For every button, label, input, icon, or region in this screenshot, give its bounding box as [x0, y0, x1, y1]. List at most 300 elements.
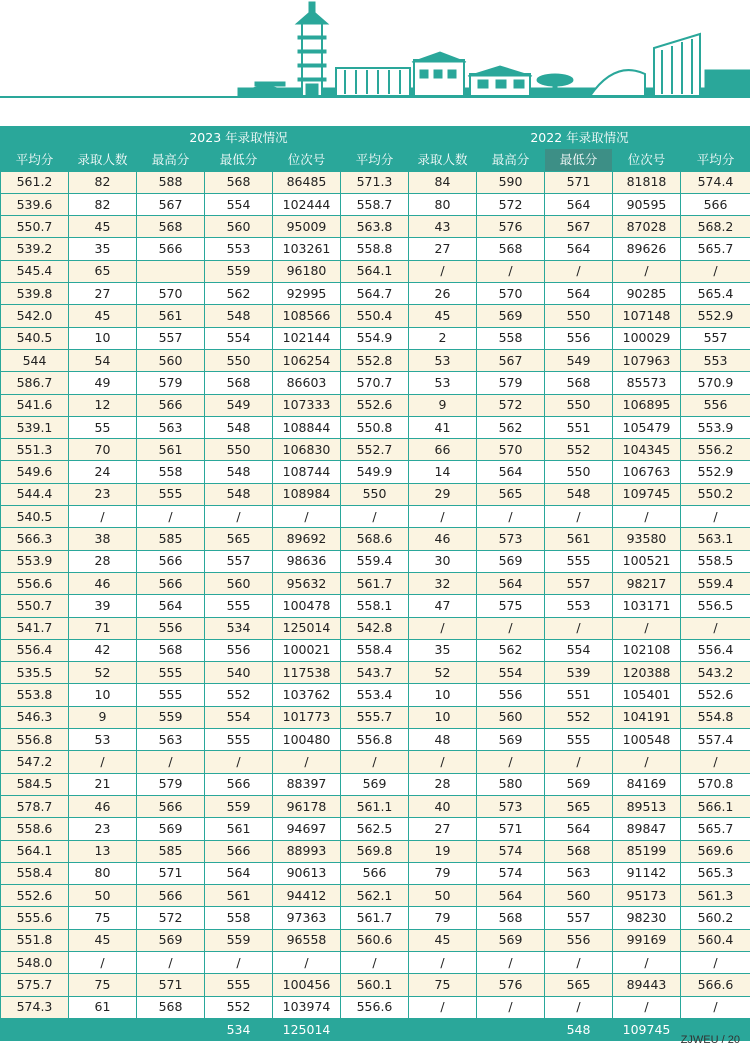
table-cell: 95173: [613, 885, 681, 907]
table-cell: 566: [137, 885, 205, 907]
column-header: 平均分: [341, 149, 409, 171]
table-cell: 534: [205, 617, 273, 639]
table-cell: 558.8: [341, 238, 409, 260]
table-cell: 542.0: [1, 305, 69, 327]
table-cell: 89513: [613, 795, 681, 817]
table-cell: 550.7: [1, 595, 69, 617]
table-cell: 560: [205, 572, 273, 594]
table-cell: 107148: [613, 305, 681, 327]
table-cell: 95009: [273, 216, 341, 238]
table-cell: 46: [69, 795, 137, 817]
table-cell: 103974: [273, 996, 341, 1018]
pagoda-icon: [296, 2, 328, 96]
table-cell: /: [613, 951, 681, 973]
table-cell: 572: [477, 394, 545, 416]
table-cell: /: [613, 751, 681, 773]
table-cell: 564.1: [341, 260, 409, 282]
footer-cell: [477, 1018, 545, 1040]
table-cell: 557: [545, 907, 613, 929]
table-cell: 566.1: [681, 795, 750, 817]
table-cell: 24: [69, 461, 137, 483]
table-cell: 545.4: [1, 260, 69, 282]
table-cell: 585: [137, 840, 205, 862]
table-cell: 555.7: [341, 706, 409, 728]
table-cell: 9: [69, 706, 137, 728]
table-cell: 35: [409, 639, 477, 661]
table-cell: 65: [69, 260, 137, 282]
table-cell: 562.5: [341, 818, 409, 840]
table-cell: 561: [205, 885, 273, 907]
table-cell: 41: [409, 416, 477, 438]
table-cell: /: [273, 951, 341, 973]
table-cell: 40: [409, 795, 477, 817]
table-cell: 550: [545, 461, 613, 483]
table-cell: /: [409, 951, 477, 973]
table-cell: 572: [477, 193, 545, 215]
table-cell: 571: [545, 171, 613, 193]
table-cell: 556: [545, 327, 613, 349]
table-cell: 566.3: [1, 528, 69, 550]
table-cell: 548: [545, 483, 613, 505]
table-cell: 562.1: [341, 885, 409, 907]
table-cell: /: [545, 751, 613, 773]
table-cell: 556.4: [681, 639, 750, 661]
table-row: [1, 260, 750, 282]
table-cell: /: [613, 617, 681, 639]
table-cell: 125014: [273, 617, 341, 639]
table-cell: 30: [409, 550, 477, 572]
table-cell: 50: [69, 885, 137, 907]
table-cell: 98217: [613, 572, 681, 594]
table-cell: 565.4: [681, 283, 750, 305]
table-cell: 542.8: [341, 617, 409, 639]
table-row: [1, 595, 750, 617]
table-cell: 10: [409, 684, 477, 706]
table-cell: 556: [477, 684, 545, 706]
table-cell: 564: [477, 572, 545, 594]
table-cell: 102144: [273, 327, 341, 349]
table-cell: 96178: [273, 795, 341, 817]
table-cell: 557: [681, 327, 750, 349]
table-cell: 575: [477, 595, 545, 617]
table-cell: 569: [137, 929, 205, 951]
table-cell: /: [545, 506, 613, 528]
table-cell: 66: [409, 439, 477, 461]
table-cell: 564.7: [341, 283, 409, 305]
table-cell: 566: [137, 550, 205, 572]
column-header: 平均分: [681, 149, 750, 171]
table-cell: 555: [205, 974, 273, 996]
table-cell: 100021: [273, 639, 341, 661]
table-cell: /: [341, 951, 409, 973]
column-header: 最高分: [477, 149, 545, 171]
table-cell: 70: [69, 439, 137, 461]
table-cell: 562: [477, 639, 545, 661]
table-cell: /: [477, 506, 545, 528]
table-row: [1, 751, 750, 773]
table-cell: 580: [477, 773, 545, 795]
table-cell: 548.0: [1, 951, 69, 973]
page-number: ZJWEU / 20: [680, 1034, 740, 1046]
table-cell: /: [409, 751, 477, 773]
table-cell: 554: [205, 327, 273, 349]
table-cell: 569.8: [341, 840, 409, 862]
table-cell: 552.6: [1, 885, 69, 907]
table-cell: 75: [69, 907, 137, 929]
table-cell: 568: [545, 840, 613, 862]
table-cell: 549: [545, 349, 613, 371]
table-cell: 23: [69, 483, 137, 505]
table-cell: 557.4: [681, 729, 750, 751]
table-cell: 50: [409, 885, 477, 907]
table-cell: 552.9: [681, 305, 750, 327]
table-cell: 96180: [273, 260, 341, 282]
table-cell: 574: [477, 840, 545, 862]
table-cell: 539.6: [1, 193, 69, 215]
table-cell: 98230: [613, 907, 681, 929]
table-cell: 89443: [613, 974, 681, 996]
table-cell: 570.7: [341, 372, 409, 394]
table-cell: 558.6: [1, 818, 69, 840]
table-cell: 32: [409, 572, 477, 594]
table-cell: 550: [341, 483, 409, 505]
table-cell: 569.6: [681, 840, 750, 862]
table-cell: /: [69, 751, 137, 773]
table-cell: 104345: [613, 439, 681, 461]
table-cell: 569: [341, 773, 409, 795]
header-2023-title: 2023 年录取情况: [69, 127, 409, 149]
table-cell: 560: [545, 885, 613, 907]
table-cell: 550: [205, 349, 273, 371]
table-cell: 47: [409, 595, 477, 617]
table-cell: 117538: [273, 662, 341, 684]
table-row: [1, 238, 750, 260]
table-cell: 548: [205, 483, 273, 505]
table-cell: 544.4: [1, 483, 69, 505]
table-cell: 565: [545, 795, 613, 817]
table-cell: 568: [205, 372, 273, 394]
table-cell: 571: [137, 862, 205, 884]
table-row: [1, 283, 750, 305]
table-cell: 27: [409, 238, 477, 260]
table-row: [1, 372, 750, 394]
table-cell: 556.8: [341, 729, 409, 751]
table-cell: 85573: [613, 372, 681, 394]
table-cell: 94697: [273, 818, 341, 840]
table-cell: 560.1: [341, 974, 409, 996]
footer-cell: [409, 1018, 477, 1040]
table-cell: 80: [409, 193, 477, 215]
table-cell: 539.2: [1, 238, 69, 260]
table-cell: 566: [137, 572, 205, 594]
table-cell: 79: [409, 907, 477, 929]
table-cell: 568: [205, 171, 273, 193]
table-cell: 108566: [273, 305, 341, 327]
table-row: [1, 305, 750, 327]
table-row: [1, 439, 750, 461]
table-cell: 561: [205, 818, 273, 840]
table-cell: /: [477, 617, 545, 639]
table-cell: /: [681, 751, 750, 773]
table-cell: 9: [409, 394, 477, 416]
table-cell: 563.1: [681, 528, 750, 550]
table-cell: 555: [205, 729, 273, 751]
table-cell: /: [341, 751, 409, 773]
table-cell: 559: [205, 929, 273, 951]
table-cell: 14: [409, 461, 477, 483]
table-cell: 570.9: [681, 372, 750, 394]
table-cell: 550: [205, 439, 273, 461]
column-header: 平均分: [1, 149, 69, 171]
table-cell: /: [69, 506, 137, 528]
table-cell: 101773: [273, 706, 341, 728]
table-row: [1, 349, 750, 371]
table-cell: 556: [205, 639, 273, 661]
table-cell: /: [409, 996, 477, 1018]
table-cell: 567: [477, 349, 545, 371]
table-cell: 84: [409, 171, 477, 193]
footer-cell: 534: [205, 1018, 273, 1040]
table-cell: 53: [409, 349, 477, 371]
table-row: [1, 907, 750, 929]
table-cell: /: [613, 506, 681, 528]
table-cell: 578.7: [1, 795, 69, 817]
table-cell: 95632: [273, 572, 341, 594]
table-cell: 562: [477, 416, 545, 438]
table-cell: 558: [205, 907, 273, 929]
table-cell: 588: [137, 171, 205, 193]
table-row: [1, 929, 750, 951]
table-cell: 539.8: [1, 283, 69, 305]
table-cell: 568.2: [681, 216, 750, 238]
table-cell: 566.6: [681, 974, 750, 996]
table-cell: 554: [477, 662, 545, 684]
table-cell: 86603: [273, 372, 341, 394]
table-cell: /: [69, 951, 137, 973]
table-row: [1, 416, 750, 438]
table-cell: 558: [137, 461, 205, 483]
table-cell: 540.5: [1, 506, 69, 528]
table-row: [1, 572, 750, 594]
table-cell: 19: [409, 840, 477, 862]
footer-cell: [69, 1018, 137, 1040]
table-cell: 26: [409, 283, 477, 305]
table-cell: 564.1: [1, 840, 69, 862]
table-cell: 575.7: [1, 974, 69, 996]
table-cell: 54: [69, 349, 137, 371]
table-cell: 561: [545, 528, 613, 550]
table-cell: 569: [477, 305, 545, 327]
table-cell: 46: [409, 528, 477, 550]
table-cell: 75: [69, 974, 137, 996]
table-cell: /: [681, 260, 750, 282]
table-cell: 556.2: [681, 439, 750, 461]
table-cell: 558.7: [341, 193, 409, 215]
table-cell: 555: [137, 483, 205, 505]
table-cell: 563: [545, 862, 613, 884]
table-cell: 28: [409, 773, 477, 795]
table-cell: 93580: [613, 528, 681, 550]
table-cell: 553: [545, 595, 613, 617]
table-cell: 554: [205, 706, 273, 728]
table-cell: 106763: [613, 461, 681, 483]
table-cell: 576: [477, 216, 545, 238]
table-row: [1, 506, 750, 528]
table-cell: 556.4: [1, 639, 69, 661]
table-cell: 564: [545, 283, 613, 305]
table-row: [1, 840, 750, 862]
table-cell: 552: [545, 439, 613, 461]
table-cell: 568: [137, 216, 205, 238]
table-cell: 105401: [613, 684, 681, 706]
footer-row: [1, 1018, 750, 1040]
table-row: [1, 528, 750, 550]
table-cell: /: [545, 617, 613, 639]
table-cell: 565.7: [681, 818, 750, 840]
table-cell: /: [273, 751, 341, 773]
table-cell: 10: [409, 706, 477, 728]
table-cell: 553.4: [341, 684, 409, 706]
table-cell: 88993: [273, 840, 341, 862]
table-cell: 89692: [273, 528, 341, 550]
table-cell: /: [273, 506, 341, 528]
table-cell: /: [545, 260, 613, 282]
table-cell: 35: [69, 238, 137, 260]
table-cell: 99169: [613, 929, 681, 951]
table-cell: 564: [477, 885, 545, 907]
table-cell: 103261: [273, 238, 341, 260]
table-cell: 554.8: [681, 706, 750, 728]
table-cell: 550.8: [341, 416, 409, 438]
table-row: [1, 795, 750, 817]
table-row: [1, 885, 750, 907]
table-cell: 549.9: [341, 461, 409, 483]
table-cell: 102444: [273, 193, 341, 215]
table-cell: 550: [545, 394, 613, 416]
table-cell: 563.8: [341, 216, 409, 238]
table-cell: 549: [205, 394, 273, 416]
header-columns-row: [1, 149, 750, 171]
footer-cell: [137, 1018, 205, 1040]
table-cell: 560: [137, 349, 205, 371]
table-cell: 100548: [613, 729, 681, 751]
table-cell: 590: [477, 171, 545, 193]
table-cell: 544: [1, 349, 69, 371]
table-cell: 566: [137, 238, 205, 260]
table-cell: 13: [69, 840, 137, 862]
table-row: [1, 818, 750, 840]
table-row: [1, 394, 750, 416]
column-header: 录取人数: [69, 149, 137, 171]
table-row: [1, 706, 750, 728]
table-cell: 562: [205, 283, 273, 305]
table-cell: 108844: [273, 416, 341, 438]
table-cell: 565.3: [681, 862, 750, 884]
table-cell: 80: [69, 862, 137, 884]
column-header: 位次号: [273, 149, 341, 171]
table-cell: 551: [545, 416, 613, 438]
table-cell: 574.3: [1, 996, 69, 1018]
table-cell: 554: [545, 639, 613, 661]
table-cell: 84169: [613, 773, 681, 795]
table-row: [1, 974, 750, 996]
table-row: [1, 639, 750, 661]
table-cell: 38: [69, 528, 137, 550]
table-cell: 546.3: [1, 706, 69, 728]
table-row: [1, 996, 750, 1018]
table-cell: 569: [545, 773, 613, 795]
table-cell: 559: [205, 260, 273, 282]
table-cell: 554.9: [341, 327, 409, 349]
header-2022-title: 2022 年录取情况: [409, 127, 750, 149]
table-row: [1, 617, 750, 639]
table-cell: /: [205, 506, 273, 528]
table-cell: 552.8: [341, 349, 409, 371]
table-cell: 574.4: [681, 171, 750, 193]
table-cell: 560.6: [341, 929, 409, 951]
table-cell: 539: [545, 662, 613, 684]
footer-cell: [341, 1018, 409, 1040]
table-cell: 569: [477, 729, 545, 751]
table-cell: 569: [477, 550, 545, 572]
table-cell: /: [205, 951, 273, 973]
table-cell: 552: [205, 996, 273, 1018]
table-row: [1, 171, 750, 193]
table-cell: 46: [69, 572, 137, 594]
table-cell: 109745: [613, 483, 681, 505]
table-cell: 106895: [613, 394, 681, 416]
table-cell: 28: [69, 550, 137, 572]
table-cell: 561: [137, 439, 205, 461]
column-header: 最低分: [545, 149, 613, 171]
table-cell: 2: [409, 327, 477, 349]
table-cell: 561.3: [681, 885, 750, 907]
table-cell: 560: [477, 706, 545, 728]
table-cell: 569: [477, 929, 545, 951]
table-cell: 543.2: [681, 662, 750, 684]
table-cell: 548: [205, 416, 273, 438]
admissions-table: [0, 126, 750, 1041]
table-cell: 10: [69, 684, 137, 706]
table-cell: /: [681, 951, 750, 973]
table-cell: 97363: [273, 907, 341, 929]
table-cell: 107963: [613, 349, 681, 371]
table-cell: 565: [477, 483, 545, 505]
footer-cell: 125014: [273, 1018, 341, 1040]
table-cell: 23: [69, 818, 137, 840]
table-cell: 53: [69, 729, 137, 751]
table-cell: 584.5: [1, 773, 69, 795]
table-cell: 540.5: [1, 327, 69, 349]
table-cell: 543.7: [341, 662, 409, 684]
table-cell: 556.6: [341, 996, 409, 1018]
table-cell: 39: [69, 595, 137, 617]
table-cell: 568: [477, 238, 545, 260]
table-cell: 85199: [613, 840, 681, 862]
table-cell: 555: [545, 550, 613, 572]
column-header: 最低分: [205, 149, 273, 171]
table-cell: 75: [409, 974, 477, 996]
table-cell: 89847: [613, 818, 681, 840]
table-cell: 108744: [273, 461, 341, 483]
table-cell: 89626: [613, 238, 681, 260]
table-cell: 556.8: [1, 729, 69, 751]
table-cell: 561.1: [341, 795, 409, 817]
table-cell: 49: [69, 372, 137, 394]
table-cell: 551.8: [1, 929, 69, 951]
table-cell: 568.6: [341, 528, 409, 550]
table-row: [1, 193, 750, 215]
